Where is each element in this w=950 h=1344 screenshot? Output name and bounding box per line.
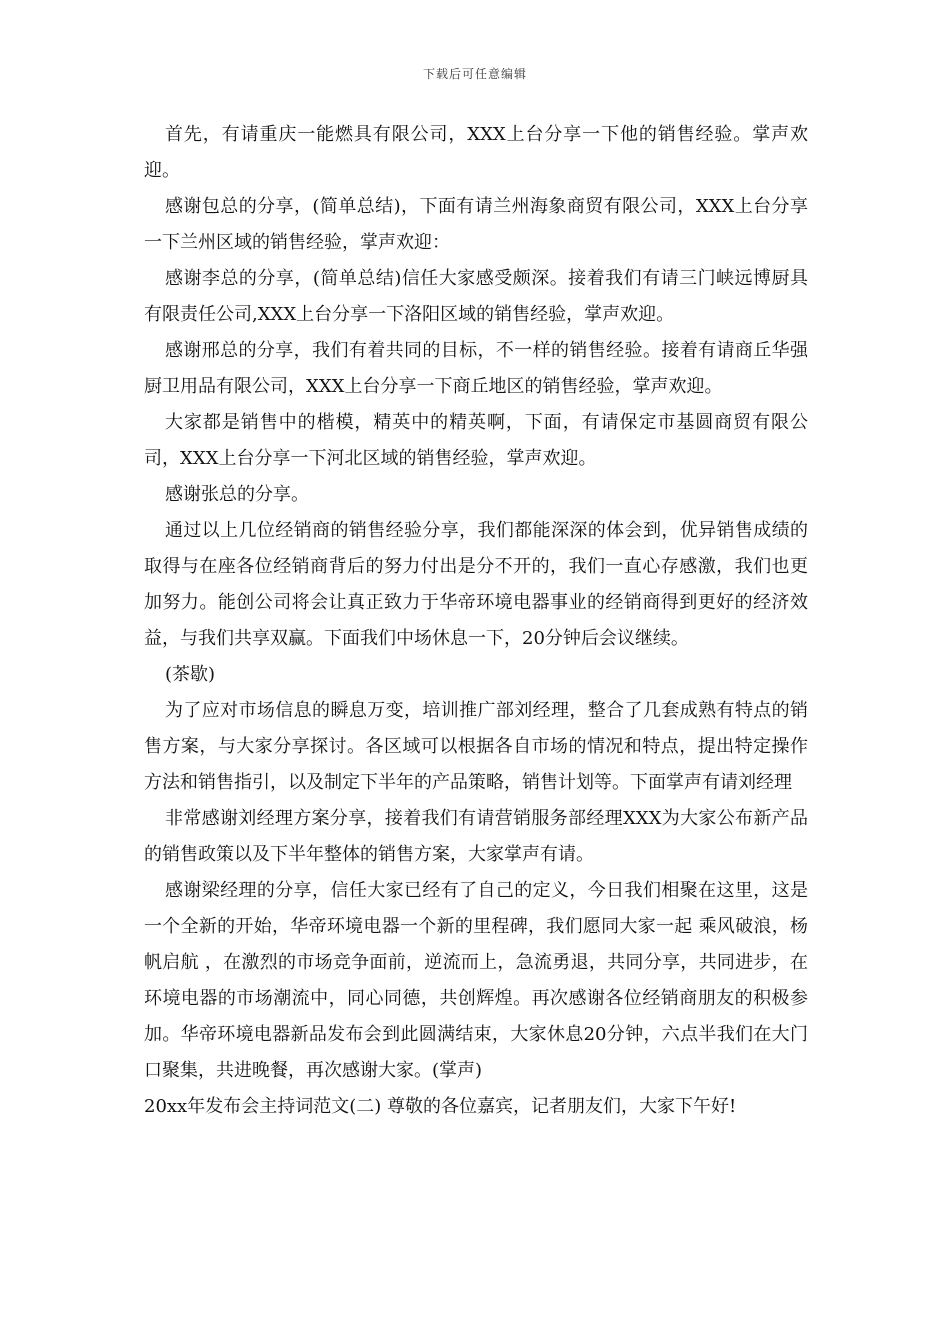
paragraph-10: 非常感谢刘经理方案分享，接着我们有请营销服务部经理XXX为大家公布新产品的销售政策以及下半年整体的销售方案，大家掌声有请。 xyxy=(144,808,808,865)
paragraph-2: 感谢包总的分享，(简单总结)，下面有请兰州海象商贸有限公司，XXX上台分享一下兰州区域的销售经验，掌声欢迎： xyxy=(144,196,808,253)
paragraph-8: (茶歇) xyxy=(165,664,216,685)
paragraph-5: 大家都是销售中的楷模，精英中的精英啊，下面，有请保定市基圆商贸有限公司，XXX上台分享一下河北区域的销售经验，掌声欢迎。 xyxy=(144,412,808,469)
document-body xyxy=(144,117,808,1125)
paragraph-1: 首先，有请重庆一能燃具有限公司，XXX上台分享一下他的销售经验。掌声欢迎。 xyxy=(144,124,808,181)
paragraph-3: 感谢李总的分享，(简单总结)信任大家感受颇深。接着我们有请三门峡远博厨具有限责任公司,XXX上台分享一下洛阳区域的销售经验，掌声欢迎。 xyxy=(144,268,808,325)
paragraph-11: 感谢梁经理的分享，信任大家已经有了自己的定义，今日我们相聚在这里，这是一个全新的开始，华帝环境电器一个新的里程碑，我们愿同大家一起 乘风破浪，杨帆启航 ，在激烈的市场竞争面前，逆流而上，急流勇退，共同分享，共同进步，在环境电器的市场潮流中，同心同德，共创辉煌。再次感谢各位经销商朋友的积极参加。华帝环境电器新品发布会到此圆满结束，大家休息20分钟，六点半我们在大门口聚集，共进晚餐，再次感谢大家。(掌声) xyxy=(144,880,808,1081)
paragraph-9: 为了应对市场信息的瞬息万变，培训推广部刘经理，整合了几套成熟有特点的销售方案，与大家分享探讨。各区域可以根据各自市场的情况和特点，提出特定操作方法和销售指引，以及制定下半年的产品策略，销售计划等。下面掌声有请刘经理 xyxy=(144,700,808,793)
paragraph-4: 感谢邢总的分享，我们有着共同的目标，不一样的销售经验。接着有请商丘华强厨卫用品有限公司，XXX上台分享一下商丘地区的销售经验，掌声欢迎。 xyxy=(144,340,808,397)
paragraph-7: 通过以上几位经销商的销售经验分享，我们都能深深的体会到，优异销售成绩的取得与在座各位经销商背后的努力付出是分不开的，我们一直心存感激，我们也更加努力。能创公司将会让真正致力于华帝环境电器事业的经销商得到更好的经济效益，与我们共享双赢。下面我们中场休息一下，20分钟后会议继续。 xyxy=(144,520,808,649)
page-header-note: 下载后可任意编辑 xyxy=(422,67,527,81)
paragraph-6: 感谢张总的分享。 xyxy=(165,484,309,505)
section-heading-paragraph: 20xx年发布会主持词范文(二) 尊敬的各位嘉宾，记者朋友们，大家下午好! xyxy=(144,1096,737,1117)
